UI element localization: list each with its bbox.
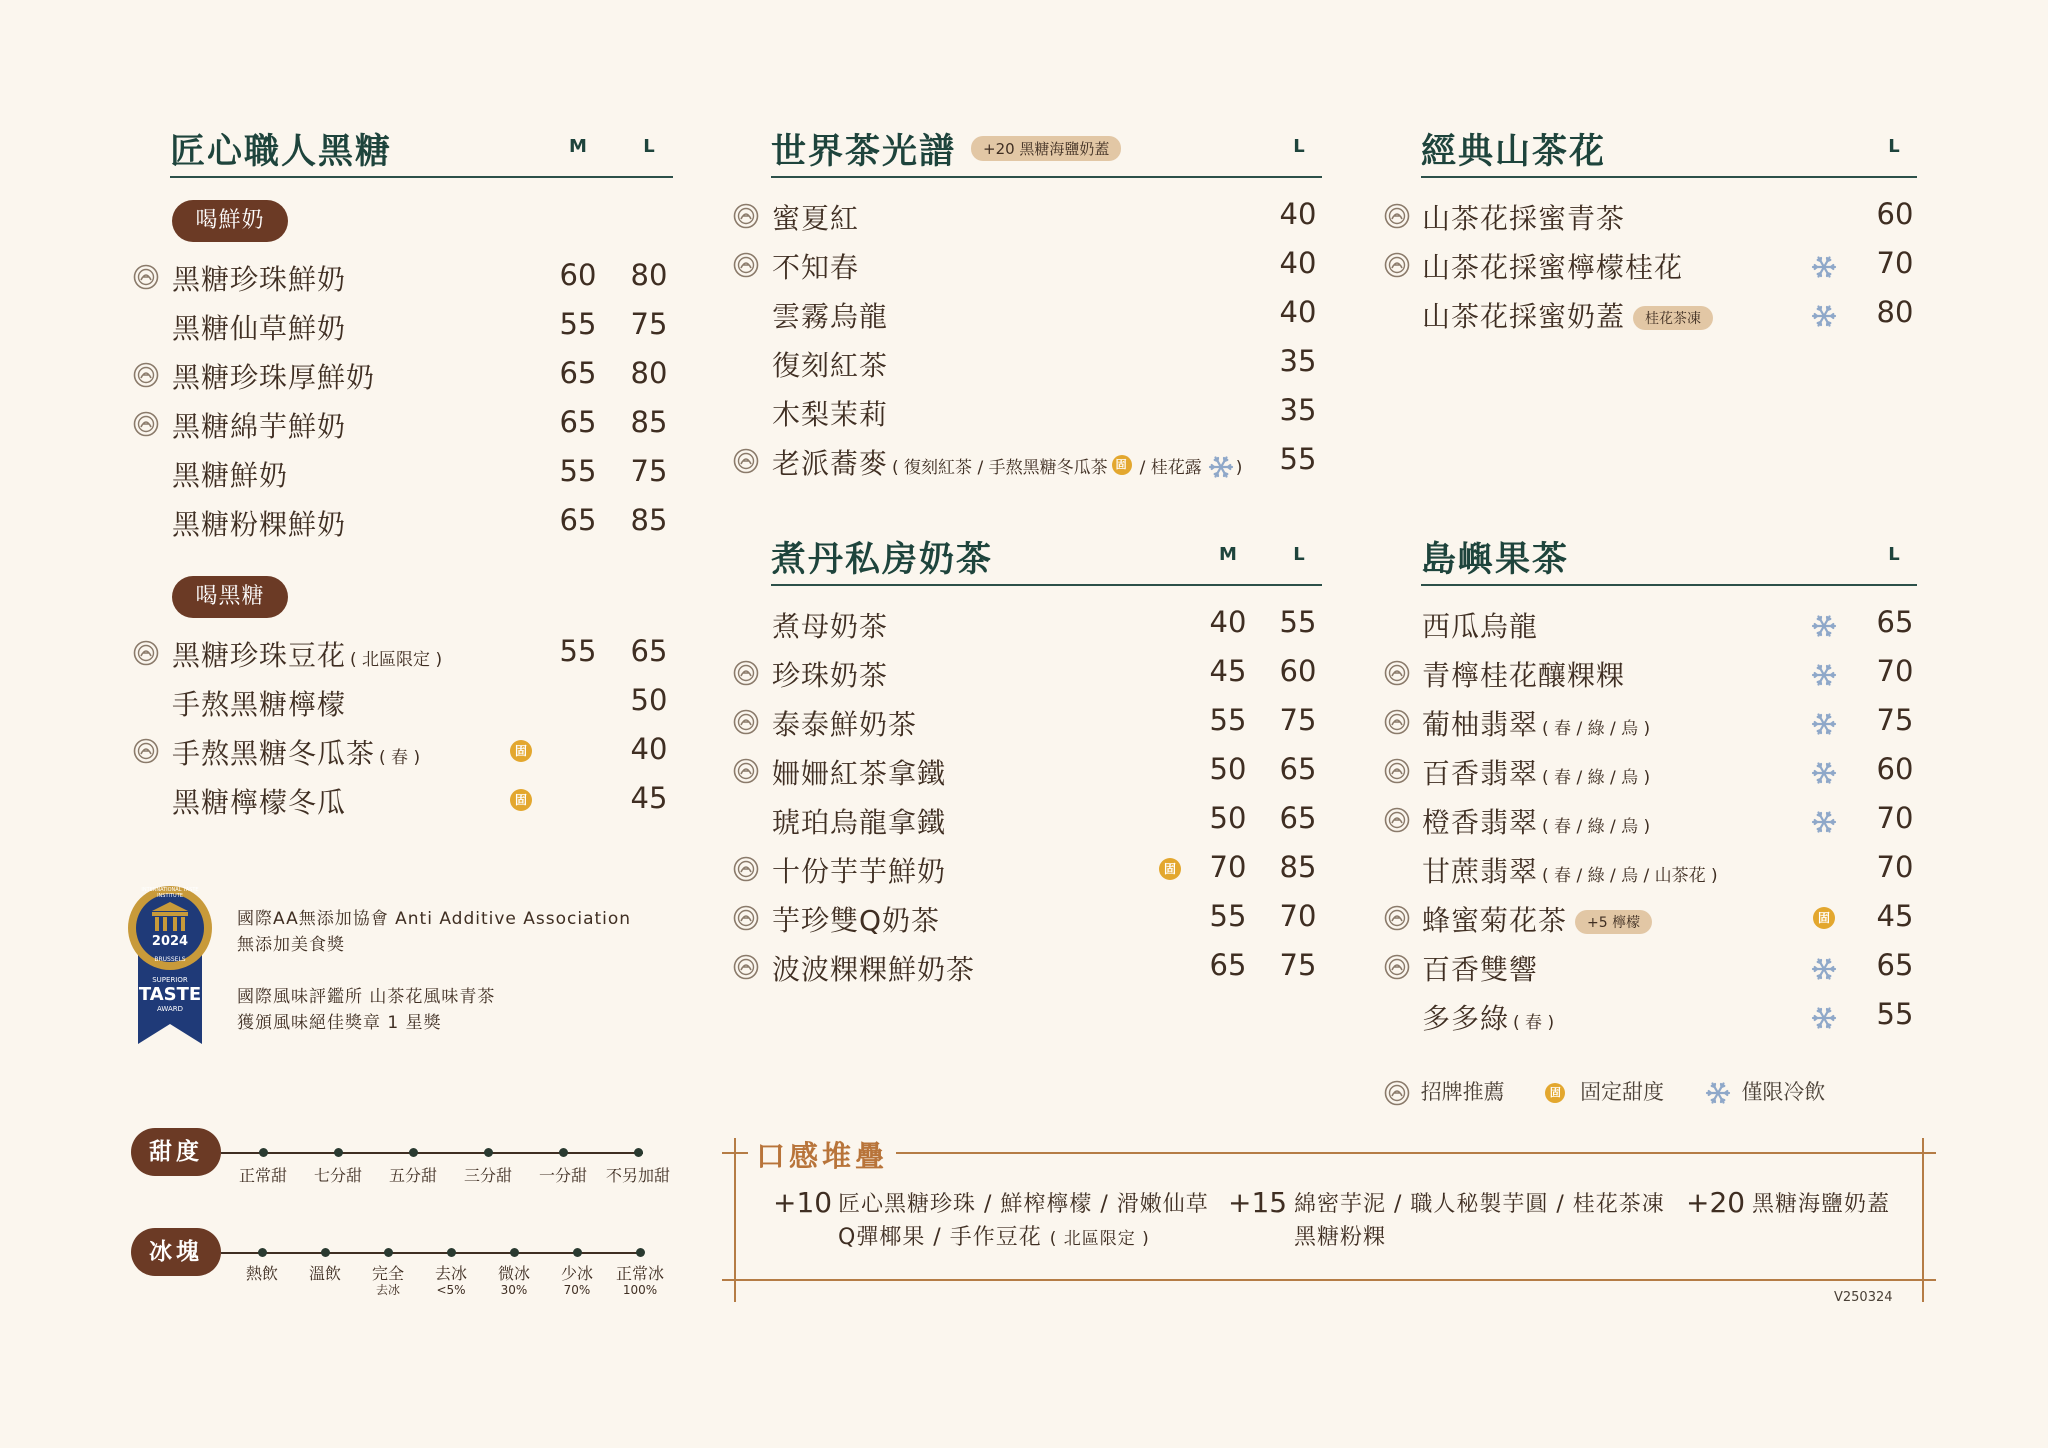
ice-option-sub: 100% <box>622 1283 658 1297</box>
sweetness-option: 正常甜 <box>238 1166 287 1185</box>
price-m: 50 <box>1209 752 1247 786</box>
item-tag: +5 檸檬 <box>1575 910 1652 934</box>
item-name-text: 不知春 <box>772 251 860 284</box>
ice-option <box>600 1264 680 1298</box>
price-m: 55 <box>1209 899 1247 933</box>
section-milk-tea <box>771 532 1322 586</box>
item-name-text: 泰泰鮮奶茶 <box>772 708 918 741</box>
price-l: 65 <box>630 634 668 668</box>
item-name-text: 煮母奶茶 <box>772 610 889 643</box>
ice-option-name: 少冰 <box>560 1264 593 1283</box>
price-l: 80 <box>630 356 668 390</box>
snowflake-icon <box>1811 613 1837 639</box>
legend-fixed-label: 固定甜度 <box>1580 1080 1665 1104</box>
signature-icon <box>1384 807 1410 833</box>
ice-option-name: 去冰 <box>434 1264 467 1283</box>
ice-label: 冰塊 <box>131 1228 221 1276</box>
legend-signature-label: 招牌推薦 <box>1420 1080 1505 1104</box>
price-m: 55 <box>559 454 597 488</box>
sweetness-option: 三分甜 <box>463 1166 512 1185</box>
price-l: 55 <box>1279 605 1317 639</box>
scale-dot <box>334 1148 343 1157</box>
fixed-sweetness-icon: 固 <box>1545 1083 1565 1103</box>
item-name-text: 手熬黑糖冬瓜茶 <box>172 737 376 770</box>
signature-icon <box>1384 252 1410 278</box>
item-note: ( 北區限定 ) <box>350 650 443 670</box>
badge-year: 2024 <box>151 934 189 949</box>
ice-option-name: 熱飲 <box>245 1264 278 1283</box>
section-title: 匠心職人黑糖 <box>170 132 393 172</box>
section-camellia <box>1421 124 1917 178</box>
item-note: ( 復刻紅茶 / 手熬黑糖冬瓜茶 <box>892 458 1108 478</box>
price-l: 50 <box>630 683 668 717</box>
item-note: ( 春 ) <box>379 748 421 768</box>
scale-dot <box>510 1248 519 1257</box>
section-title: 島嶼果茶 <box>1421 540 1570 580</box>
topping-line: 黑糖粉粿 <box>1294 1225 1387 1250</box>
price-l: 85 <box>630 405 668 439</box>
scale-dot <box>559 1148 568 1157</box>
item-name-text: 山茶花採蜜青茶 <box>1422 202 1626 235</box>
section-header <box>771 532 1322 586</box>
item-name-text: 老派蕎麥 <box>772 447 889 480</box>
menu-item <box>0 748 2000 797</box>
scale-dot <box>636 1248 645 1257</box>
col-header-l: L <box>1888 136 1900 157</box>
item-name <box>1422 197 1625 237</box>
item-name-text: 黑糖綿芋鮮奶 <box>172 410 347 443</box>
col-header-l: L <box>1888 544 1900 565</box>
item-note: / 桂花露 <box>1139 458 1202 478</box>
ice-option-sub: 30% <box>500 1283 528 1297</box>
menu-item <box>0 699 2000 748</box>
item-name <box>1422 899 1652 939</box>
toppings-left-border <box>734 1138 736 1302</box>
topping-line: 匠心黑糖珍珠 / 鮮榨檸檬 / 滑嫩仙草 <box>838 1192 1209 1217</box>
price-l: 75 <box>1279 703 1317 737</box>
snowflake-icon <box>1811 711 1837 737</box>
fixed-sweetness-icon: 固 <box>1813 907 1835 929</box>
snowflake-icon <box>1705 1080 1731 1106</box>
price-l: 35 <box>1279 393 1317 427</box>
item-name-text: 復刻紅茶 <box>772 349 889 382</box>
menu-item <box>0 438 1400 487</box>
item-note: ) <box>1235 458 1243 478</box>
item-name-text: 蜜夏紅 <box>772 202 860 235</box>
item-name-text: 西瓜烏龍 <box>1422 610 1539 643</box>
item-name-text: 芋珍雙Q奶茶 <box>772 904 941 937</box>
item-name <box>1422 801 1650 841</box>
item-name <box>772 344 888 384</box>
scale-dot <box>573 1248 582 1257</box>
badge-taste: TASTE <box>138 984 202 1005</box>
price-m: 70 <box>1209 850 1247 884</box>
group-label-brown-sugar: 喝黑糖 <box>172 576 288 618</box>
toppings-top-border <box>722 1152 1936 1154</box>
toppings-title: 口感堆疊 <box>748 1134 896 1175</box>
item-note: ( 春 / 綠 / 烏 ) <box>1542 817 1651 837</box>
legend-cold-label: 僅限冷飲 <box>1741 1080 1826 1104</box>
topping-group-10 <box>838 1188 1209 1256</box>
section-header <box>170 124 673 178</box>
item-name-text: 橙香翡翠 <box>1422 806 1539 839</box>
item-name-text: 黑糖鮮奶 <box>172 459 289 492</box>
item-name-text: 木梨茉莉 <box>772 398 889 431</box>
badge-award: AWARD <box>157 1005 183 1013</box>
item-name-text: 百香雙響 <box>1422 953 1539 986</box>
snowflake-icon <box>1811 662 1837 688</box>
price-l: 80 <box>630 258 668 292</box>
price-l: 70 <box>1279 899 1317 933</box>
price-m: 65 <box>559 405 597 439</box>
scale-dot <box>484 1148 493 1157</box>
item-name-text: 山茶花採蜜檸檬桂花 <box>1422 251 1684 284</box>
section-header <box>1421 124 1917 178</box>
section-header <box>771 124 1322 178</box>
price-l: 70 <box>1876 246 1914 280</box>
version-label: V250324 <box>1834 1290 1893 1305</box>
ice-option-name: 完全 <box>371 1264 404 1283</box>
item-name-text: 珍珠奶茶 <box>772 659 889 692</box>
menu-item <box>0 601 2000 650</box>
menu-item <box>0 499 700 548</box>
item-note: ( 春 ) <box>1513 1013 1555 1033</box>
fixed-sweetness-icon: 固 <box>510 740 532 762</box>
signature-icon <box>1384 954 1410 980</box>
award-text-1 <box>237 906 631 958</box>
menu-list-fruit-tea <box>0 601 2000 1042</box>
fixed-sweetness-icon: 固 <box>1112 455 1132 475</box>
price-l: 85 <box>1279 850 1317 884</box>
scale-dot <box>258 1248 267 1257</box>
item-name <box>1422 703 1650 743</box>
price-m: 60 <box>559 258 597 292</box>
ice-option-sub: 70% <box>563 1283 591 1297</box>
price-l: 65 <box>1876 948 1914 982</box>
item-name <box>172 503 346 543</box>
scale-dot <box>259 1148 268 1157</box>
section-brown-sugar <box>170 124 673 178</box>
item-note: ( 春 / 綠 / 烏 ) <box>1542 719 1651 739</box>
menu-item <box>0 340 1400 389</box>
price-l: 45 <box>1876 899 1914 933</box>
price-l: 75 <box>630 454 668 488</box>
scale-dot <box>321 1248 330 1257</box>
ice-option-name: 溫飲 <box>308 1264 341 1283</box>
award-line: 無添加美食獎 <box>237 935 345 955</box>
sweetness-option: 一分甜 <box>538 1166 587 1185</box>
group-label-fresh-milk: 喝鮮奶 <box>172 200 288 242</box>
signature-icon <box>1384 1080 1410 1106</box>
scale-dot <box>634 1148 643 1157</box>
price-m: 55 <box>559 634 597 668</box>
menu-item <box>0 846 2000 895</box>
item-name-text: 琥珀烏龍拿鐵 <box>772 806 947 839</box>
section-world-tea <box>771 124 1322 178</box>
col-header-m: M <box>1219 544 1237 565</box>
toppings-bottom-border <box>722 1279 1936 1281</box>
award-text-2 <box>237 984 495 1036</box>
section-title: 經典山茶花 <box>1421 132 1607 172</box>
ice-option-name: 微冰 <box>497 1264 530 1283</box>
badge-city: BRUSSELS <box>154 956 186 963</box>
item-name-text: 黑糖珍珠豆花 <box>172 639 347 672</box>
item-name <box>1422 850 1718 890</box>
fixed-sweetness-icon: 固 <box>1159 858 1181 880</box>
signature-icon <box>1384 905 1410 931</box>
price-l: 60 <box>1279 654 1317 688</box>
ice-option-name: 正常冰 <box>615 1264 664 1283</box>
col-header-m: M <box>569 136 587 157</box>
fixed-sweetness-icon: 固 <box>510 789 532 811</box>
price-l: 65 <box>1876 605 1914 639</box>
item-name-text: 波波粿粿鮮奶茶 <box>772 953 976 986</box>
price-m: 55 <box>559 307 597 341</box>
ice-option-sub: <5% <box>436 1283 466 1297</box>
price-l: 45 <box>630 781 668 815</box>
signature-icon <box>1384 758 1410 784</box>
section-header <box>1421 532 1917 586</box>
price-l: 40 <box>1279 246 1317 280</box>
item-name <box>1422 295 1713 335</box>
price-l: 70 <box>1876 850 1914 884</box>
item-note: ( 春 / 綠 / 烏 ) <box>1542 768 1651 788</box>
price-l: 40 <box>1279 295 1317 329</box>
signature-icon <box>1384 660 1410 686</box>
menu-item <box>0 242 2000 291</box>
sweetness-option: 五分甜 <box>388 1166 437 1185</box>
snowflake-icon <box>1811 303 1837 329</box>
item-name <box>1422 752 1650 792</box>
signature-icon <box>733 448 759 474</box>
price-m: 45 <box>1209 654 1247 688</box>
menu-item <box>0 193 2000 242</box>
scale-dot <box>447 1248 456 1257</box>
award-line: 獲頒風味絕佳獎章 1 星獎 <box>237 1013 442 1033</box>
item-name <box>1422 948 1538 988</box>
award-line: 國際AA無添加協會 Anti Additive Association <box>237 909 632 929</box>
topping-group-15 <box>1294 1188 1665 1254</box>
snowflake-icon <box>1811 1005 1837 1031</box>
item-name-text: 黑糖仙草鮮奶 <box>172 312 347 345</box>
price-m: 65 <box>1209 948 1247 982</box>
price-l: 35 <box>1279 344 1317 378</box>
menu-item <box>0 650 2000 699</box>
item-name-text: 青檸桂花釀粿粿 <box>1422 659 1626 692</box>
item-note: ( 春 / 綠 / 烏 / 山茶花 ) <box>1542 866 1718 886</box>
item-name-text: 十份芋芋鮮奶 <box>772 855 947 888</box>
award-badge <box>128 884 212 1044</box>
item-name-text: 百香翡翠 <box>1422 757 1539 790</box>
toppings-right-border <box>1922 1138 1924 1302</box>
item-name-text: 姍姍紅茶拿鐵 <box>772 757 947 790</box>
item-name-text: 黑糖檸檬冬瓜 <box>172 786 347 819</box>
item-name-text: 雲霧烏龍 <box>772 300 889 333</box>
legend <box>1384 1076 1825 1106</box>
price-l: 65 <box>1279 801 1317 835</box>
price-l: 55 <box>1279 442 1317 476</box>
signature-icon <box>1384 203 1410 229</box>
price-l: 75 <box>1279 948 1317 982</box>
price-m: 65 <box>559 503 597 537</box>
sweetness-scale-line <box>221 1152 643 1154</box>
topping-group-20 <box>1752 1188 1890 1221</box>
price-l: 60 <box>1876 197 1914 231</box>
topping-price-15: +15 <box>1228 1186 1288 1219</box>
price-l: 65 <box>1279 752 1317 786</box>
sweetness-option: 不另加甜 <box>605 1166 670 1185</box>
menu-item <box>0 291 2000 340</box>
price-l: 75 <box>630 307 668 341</box>
item-name-text: 蜂蜜菊花茶 <box>1422 904 1568 937</box>
price-m: 55 <box>1209 703 1247 737</box>
item-name-text: 黑糖珍珠鮮奶 <box>172 263 347 296</box>
item-name-text: 山茶花採蜜奶蓋 <box>1422 300 1626 333</box>
snowflake-icon <box>1208 454 1230 476</box>
price-m: 65 <box>559 356 597 390</box>
price-l: 40 <box>1279 197 1317 231</box>
price-l: 75 <box>1876 703 1914 737</box>
award-line: 國際風味評鑑所 山茶花風味青茶 <box>237 987 496 1007</box>
topping-note: ( 北區限定 ) <box>1049 1229 1150 1249</box>
col-header-l: L <box>1293 544 1305 565</box>
col-header-l: L <box>643 136 655 157</box>
section-fruit-tea <box>1421 532 1917 586</box>
scale-dot <box>384 1248 393 1257</box>
badge-superior: SUPERIOR <box>152 976 188 984</box>
item-name <box>1422 605 1538 645</box>
section-tag: +20 黑糖海鹽奶蓋 <box>971 136 1121 161</box>
scale-dot <box>409 1148 418 1157</box>
topping-price-20: +20 <box>1686 1186 1746 1219</box>
snowflake-icon <box>1811 809 1837 835</box>
item-name-text: 甘蔗翡翠 <box>1422 855 1539 888</box>
signature-icon <box>1384 709 1410 735</box>
price-l: 40 <box>630 732 668 766</box>
price-l: 55 <box>1876 997 1914 1031</box>
item-name-text: 黑糖珍珠厚鮮奶 <box>172 361 376 394</box>
sweetness-label: 甜度 <box>131 1128 221 1176</box>
section-title: 世界茶光譜 <box>771 132 957 172</box>
menu-list-camellia <box>0 193 2000 340</box>
section-title: 煮丹私房奶茶 <box>771 540 994 580</box>
item-name <box>772 393 888 433</box>
topping-line: 黑糖海鹽奶蓋 <box>1752 1192 1891 1217</box>
price-m: 40 <box>1209 605 1247 639</box>
price-l: 80 <box>1876 295 1914 329</box>
item-tag: 桂花茶凍 <box>1633 306 1713 330</box>
topping-text: Q彈椰果 / 手作豆花 <box>838 1225 1042 1250</box>
item-name-text: 黑糖粉粿鮮奶 <box>172 508 347 541</box>
topping-line <box>838 1221 1209 1256</box>
item-name <box>1422 654 1625 694</box>
topping-price-10: +10 <box>773 1186 833 1219</box>
snowflake-icon <box>1811 760 1837 786</box>
menu-item <box>0 389 1400 438</box>
menu-item <box>0 797 2000 846</box>
item-name-text: 葡柚翡翠 <box>1422 708 1539 741</box>
price-l: 70 <box>1876 801 1914 835</box>
snowflake-icon <box>1811 956 1837 982</box>
item-name-text: 手熬黑糖檸檬 <box>172 688 347 721</box>
badge-top: INTERNATIONAL TASTE INSTITUTE <box>141 887 199 899</box>
item-name-text: 多多綠 <box>1422 1002 1510 1035</box>
snowflake-icon <box>1811 254 1837 280</box>
topping-line: 綿密芋泥 / 職人秘製芋圓 / 桂花茶凍 <box>1294 1192 1665 1217</box>
col-header-l: L <box>1293 136 1305 157</box>
sweetness-option: 七分甜 <box>313 1166 362 1185</box>
item-name <box>1422 246 1683 286</box>
ice-option-sub: 去冰 <box>375 1283 400 1297</box>
price-l: 70 <box>1876 654 1914 688</box>
price-m: 50 <box>1209 801 1247 835</box>
price-l: 85 <box>630 503 668 537</box>
item-name <box>772 442 1242 482</box>
price-l: 60 <box>1876 752 1914 786</box>
item-name <box>1422 997 1554 1037</box>
